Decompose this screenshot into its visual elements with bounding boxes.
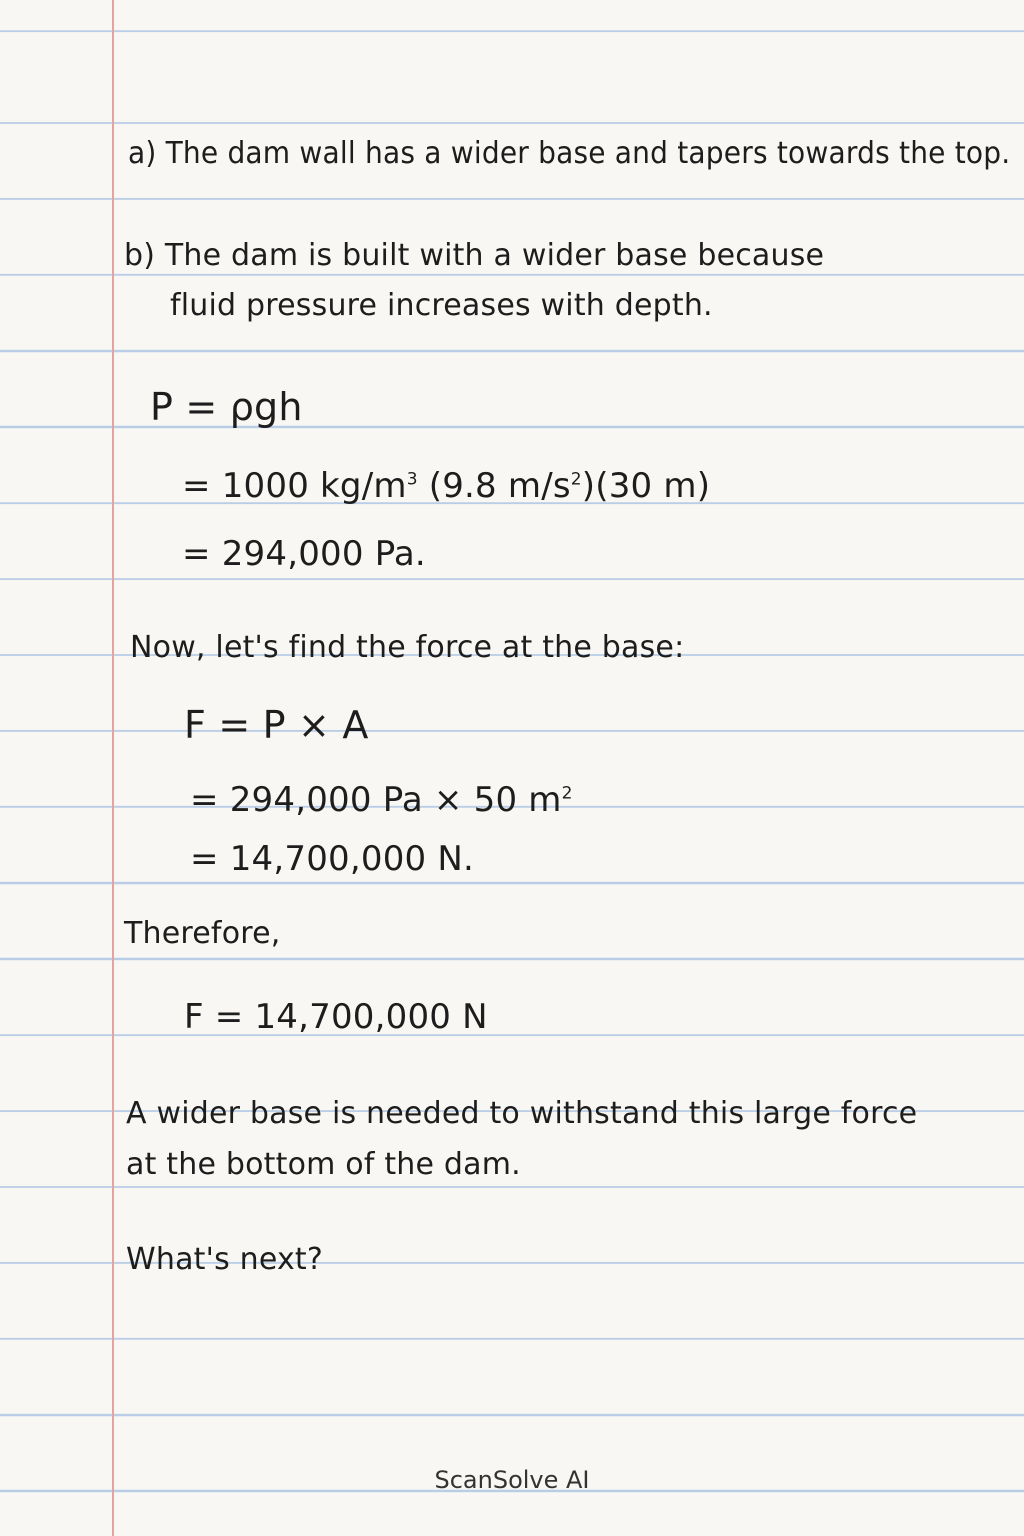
pressure-sub-part-a: = 1000 kg/m	[182, 466, 407, 506]
force-substitution	[190, 780, 573, 820]
margin-line	[112, 0, 114, 1536]
pressure-substitution	[182, 466, 710, 506]
part-b-line-1: b) The dam is built with a wider base because	[124, 238, 825, 273]
force-sub-exp: 2	[561, 783, 573, 804]
part-a-text: a) The dam wall has a wider base and tapers towards the top.	[128, 136, 1011, 171]
pressure-result: = 294,000 Pa.	[182, 534, 426, 574]
pressure-sub-exp-a: 3	[406, 469, 418, 490]
brand-footer: ScanSolve AI	[434, 1466, 590, 1494]
pressure-sub-part-b: (9.8 m/s	[417, 466, 571, 506]
force-result: = 14,700,000 N.	[190, 839, 475, 879]
pressure-sub-part-c: )(30 m)	[581, 466, 711, 506]
whats-next: What's next?	[126, 1242, 324, 1277]
force-sub-part-a: = 294,000 Pa × 50 m	[190, 780, 562, 820]
force-formula: F = P × A	[184, 703, 369, 747]
force-intro: Now, let's find the force at the base:	[130, 630, 685, 665]
pressure-formula: P = ρgh	[150, 385, 303, 429]
pressure-sub-exp-b: 2	[570, 469, 582, 490]
conclusion-line-2: at the bottom of the dam.	[126, 1147, 521, 1182]
part-b-line-2: fluid pressure increases with depth.	[170, 288, 713, 323]
final-result: F = 14,700,000 N	[184, 997, 488, 1037]
therefore-text: Therefore,	[124, 916, 281, 951]
conclusion-line-1: A wider base is needed to withstand this large force	[126, 1096, 918, 1131]
